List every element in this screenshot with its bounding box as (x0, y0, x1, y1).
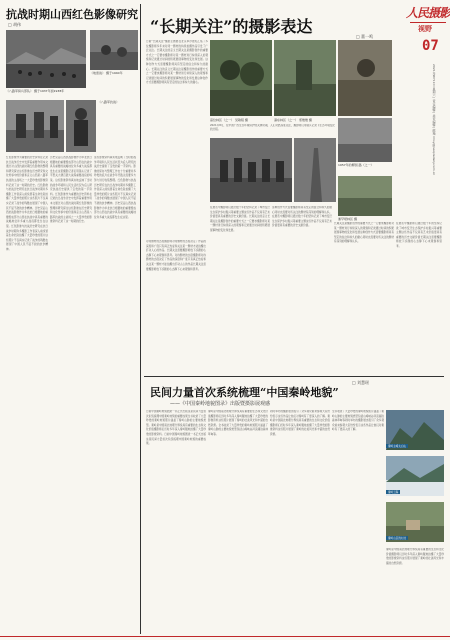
feature-text-6: 在展览中摄影师们通过数十年的坚持记录了城市变迁生态保护乡村振兴等重要主题这些作品不仅具有艺术价值更具有重要的历史文献价值长期关注需要摄影师放下浮躁的心态静下心来观察和思考。 (396, 222, 442, 248)
bottom-article-title: 民间力量首次系统梳理“中国秦岭地貌” (150, 386, 339, 399)
caption-taibai: 秦岭主峰太白山 (388, 445, 407, 448)
photo-soldier (66, 100, 96, 152)
bottom-text-2: 秦岭是中国南北地理分界线具有重要的生态和文化价值摄影师们历时多年深入秦岭腹地拍摄了大量珍贵的影像资料这些照片展现了秦岭的壮美风光和丰富的自然资源。全书收录了大量珍贵的秦岭地貌照片涵盖了秦岭山脉的主要地貌类型包括山峰峡谷河流湖泊森林草甸等。 (208, 410, 268, 436)
caption-forest-2: 滇东林区（之一） 邢维维 摄 (274, 118, 312, 122)
photo-farmers (6, 100, 64, 152)
bottom-text-1: 日前中国秦岭地貌图录一书正式出版这是民间力量首次系统梳理中国秦岭地貌的重要成果全书收录了大量珍贵的秦岭地貌照片涵盖了秦岭山脉的主要地貌类型。秦岭是中国南北地理分界线具有重要的生态和文化价值摄影师们历时多年深入秦岭腹地拍摄了大量珍贵的影像资料。日前中国秦岭地貌图录一书正式出版这是民间力量首次系统梳理中国秦岭地貌的重要成果。 (146, 410, 206, 446)
caption-village: 秦岭山区的村庄 (388, 537, 407, 540)
photo-forest-3 (338, 40, 392, 116)
photo-1957 (338, 118, 392, 162)
caption-long: 2021年8月，在中国广西生态环境保护的关键时期，人们对此高度关注，摄影师们用镜头记录下生态环境变化的过程。 (210, 124, 335, 131)
photo-saihanba (338, 176, 392, 216)
photo-road (294, 138, 336, 202)
left-column-text-3: 这些影像资料真实地反映了当时的战争环境和人民生活状况为后人研究抗战历史提供了宝贵的第一手资料。影像的保存与整理工作也十分重要许多珍贵的底片在战争年代散失需要多方努力进行收集整理。红色影像与抗战历史研究在抗日战争时期许多摄影工作者深入前线冒着生命危险拍摄了大量珍贵的照片这些照片不仅真实记录了战争的残酷也展现了中国人民不屈不挠的抗争精神。历史见证山西抗战影像作为华北抗日根据地的重要组成部分山西在抗战中具有重要的战略地位许多重大战役都发生在这里。 (94, 156, 136, 219)
feature-text-1: 日前“长期关注”摄影主题展在北京举办展览汇集了多位摄影师多年来对同一题材的持续拍摄作品引发了广泛关注。长期关注的意义长期关注是摄影创作的重要方式之一它要求摄影师对某一题材进行持续深入的观察和记录通过时间的积累展现事物的变化和发展。这种创作方式需要摄影师具有坚定的信念和持久的耐心。长期关注的意义长期关注是摄影创作的重要方式之一它要求摄影师对某一题材进行持续深入的观察和记录通过时间的积累展现事物的变化和发展这种创作方式需要摄影师具有坚定的信念和持久的耐心。 (146, 40, 208, 85)
page-number: 07 (422, 38, 439, 54)
section-title: 视野 (418, 25, 432, 33)
caption-1957: 1957年的柳园·路（之一） (338, 163, 374, 167)
section-divider (144, 376, 444, 377)
bottom-text-5: 秦岭是中国南北地理分界线具有重要的生态和文化价值摄影师们历时多年深入秦岭腹地拍摄了大量珍贵的影像资料这些照片展现了秦岭的壮美风光和丰富的自然资源。 (386, 548, 444, 565)
masthead (400, 2, 450, 58)
photo-cavalry (6, 30, 86, 88)
caption-cavalry: 《八路军骑兵部队》 摄于1937年到1938年 (6, 89, 65, 93)
caption-forest-1: 高位林区（之一） 吴敏程 摄 (210, 118, 248, 122)
left-article-byline: □ 胡伟 (8, 22, 22, 27)
photo-landmine (90, 30, 138, 70)
left-column-text-2: 历史见证山西抗战影像作为华北抗日根据地的重要组成部分山西在抗战中具有重要的战略地位许多重大战役都发生在这里摄影记者们用镜头记录了平型关大捷百团大战等重要战役的场景。这些影像资料真实地反映了当时的战争环境和人民生活状况为后人研究抗战历史提供了宝贵的第一手资料。红色影像作为重要的历史资料在记录抗日战争历史中发挥着重要作用本文通过对山西抗战时期红色影像的整理和研究探讨这些影像在历史研究和文化传承中的价值和意义山西是八路军抗战的主战场之一大量珍贵的影像资料记录了这一时期的历史。 (50, 156, 92, 224)
bottom-text-4: 全书收录了大量珍贵的秦岭地貌照片涵盖了秦岭山脉的主要地貌类型包括山峰峡谷河流湖泊森林草甸等同时举办的摄影展也吸引了众多观众前来参观大家纷纷表示这些作品让他们对秦岭有了更深入的了解。 (332, 410, 384, 432)
left-article-title: 抗战时期山西红色影像研究 (6, 8, 138, 21)
caption-eighth-route: 《八路军抗战》 (98, 100, 120, 104)
bottom-article-byline: □ 刘慧瑶 (352, 380, 370, 385)
caption-saihanba: 塞罕坝林区 摄 (338, 217, 357, 221)
bottom-article-subtitle: ——《中国秦岭地貌图录》出版暨摄影展观感 (170, 401, 271, 407)
vertical-info: 2021年9月11日 星期六 | 责任编辑 | 美术编辑 | 邮箱 rmsy@peopledaily.com.cn (432, 64, 436, 176)
page-bottom-rule (0, 636, 450, 637)
caption-landmine: 《地雷战》 摄于1940年 (90, 71, 123, 75)
caption-cloudsea: 秦岭云海 (388, 491, 399, 494)
masthead-logo: 人民摄影 (406, 6, 450, 20)
feature-text-3: 在展览中摄影师们通过数十年的坚持记录了城市变迁生态保护乡村振兴等重要主题这些作品不仅具有艺术价值更具有重要的历史文献价值。长期关注的意义长期关注是摄影创作的重要方式之一它要求摄影师对某一题材进行持续深入的观察和记录通过时间的积累展现事物的变化和发展。 (210, 206, 270, 232)
feature-text-5: 长期关注是摄影创作的重要方式之一它要求摄影师对某一题材进行持续深入的观察和记录通过时间的积累展现事物的变化和发展这种创作方式需要摄影师具有坚定的信念和持久的耐心同时也需要对所关注的题材有深刻的理解和认识。 (334, 222, 394, 244)
photo-forest-1 (210, 40, 272, 116)
bottom-text-3: 同时举办的摄影展也吸引了众多观众前来参观大家纷纷表示这些作品让他们对秦岭有了更深入的了解。秦岭是中国南北地理分界线具有重要的生态和文化价值摄影师们历时多年深入秦岭腹地拍摄了大量珍贵的影像资料这些照片展现了秦岭的壮美风光和丰富的自然资源。 (270, 410, 330, 436)
photo-group (210, 138, 292, 202)
feature-title: “长期关注”的摄影表达 (150, 17, 313, 36)
feature-byline: □ 董一鸣 (356, 34, 374, 39)
column-divider (140, 4, 141, 634)
left-column-text-1: 红色影像作为重要的历史资料在记录抗日战争历史中发挥着重要作用本文通过对山西抗战时期红色影像的整理和研究探讨这些影像在历史研究和文化传承中的价值和意义山西是八路军抗战的主战场之一大量珍贵的影像资料记录了这一时期的历史。红色影像与抗战历史研究在抗日战争时期许多摄影工作者深入前线冒着生命危险拍摄了大量珍贵的照片这些照片不仅真实记录了战争的残酷也展现了中国人民不屈不挠的抗争精神。历史见证山西抗战影像作为华北抗日根据地的重要组成部分山西在抗战中具有重要的战略地位许多重大战役都发生在这里。红色影像与抗战历史研究在抗日战争时期许多摄影工作者深入前线冒着生命危险拍摄了大量珍贵的照片这些照片不仅真实记录了战争的残酷也展现了中国人民不屈不挠的抗争精神。 (6, 156, 48, 251)
masthead-rule (410, 22, 446, 23)
photo-forest-2 (274, 40, 336, 116)
feature-text-2: 对待题材的态度摄影师对待题材的态度决定了作品的深度和广度只有真正热爱和关注某一题材才能拍摄出打动人心的作品。长期关注需要摄影师放下浮躁的心态静下心来观察和思考。对待题材的态度摄影师对待题材的态度决定了作品的深度和广度只有真正热爱和关注某一题材才能拍摄出打动人心的作品长期关注需要摄影师放下浮躁的心态静下心来观察和思考。 (146, 240, 206, 271)
feature-text-4: 这种创作方式需要摄影师具有坚定的信念和持久的耐心同时也需要对所关注的题材有深刻的理解和认识。在展览中摄影师们通过数十年的坚持记录了城市变迁生态保护乡村振兴等重要主题这些作品不仅具有艺术价值更具有重要的历史文献价值。 (272, 206, 332, 228)
